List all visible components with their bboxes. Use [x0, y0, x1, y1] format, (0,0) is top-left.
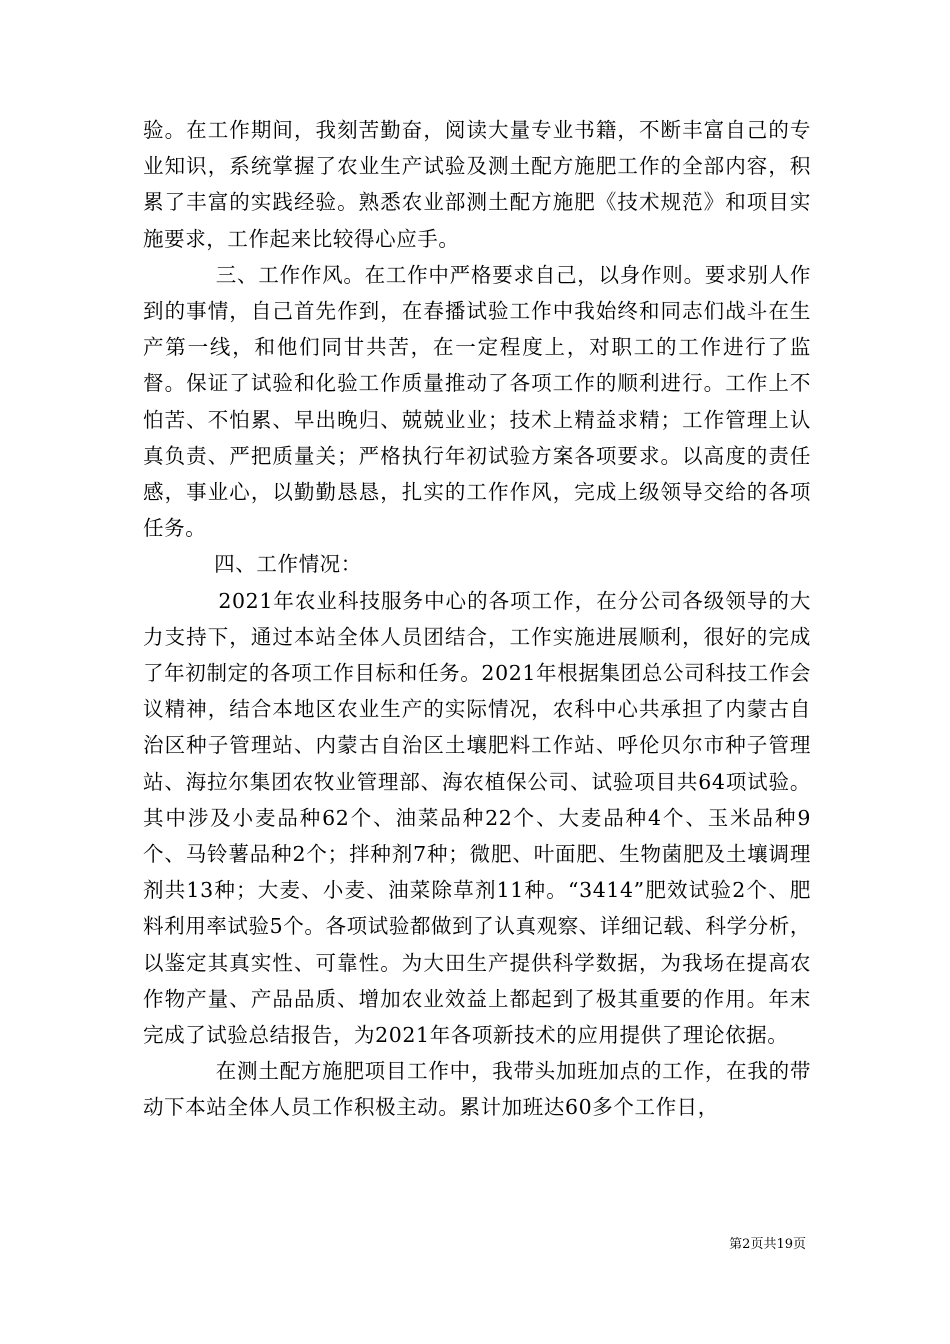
section-heading-work-situation: 四、工作情况： [143, 552, 362, 577]
paragraph-work-situation: 2021年农业科技服务中心的各项工作，在分公司各级领导的大力支持下，通过本站全体人员团结合，工作实施进展顺利，很好的完成了年初制定的各项工作目标和任务。2021年根据集团总公司科技工作会议精神，结合本地区农业生产的实际情况，农科中心共承担了内蒙古自治区种子管理站、内蒙古自治区土壤肥料工作站、呼伦贝尔市种子管理站、海拉尔集团农牧业管理部、海农植保公司、试验项目共64项试验。其中涉及小麦品种62个、油菜品种22个、大麦品种4个、玉米品种9个、马铃薯品种2个；拌种剂7种；微肥、叶面肥、生物菌肥及土壤调理剂共13种；大麦、小麦、油菜除草剂11种。“3414”肥效试验2个、肥料利用率试验5个。各项试验都做到了认真观察、详细记载、科学分析，以鉴定其真实性、可靠性。为大田生产提供科学数据，为我场在提高农作物产量、产品品质、增加农业效益上都起到了极其重要的作用。年末完成了试验总结报告，为2021年各项新技术的应用提供了理论依据。 [143, 588, 811, 1048]
paragraph-expertise-end: 验。在工作期间，我刻苦勤奋，阅读大量专业书籍，不断丰富自己的专业知识，系统掌握了农业生产试验及测土配方施肥工作的全部内容，积累了丰富的实践经验。熟悉农业部测土配方施肥《技术规范》和项目实施要求，工作起来比较得心应手。 [143, 118, 811, 251]
document-body [143, 112, 811, 1126]
paragraph-soil-testing: 在测土配方施肥项目工作中，我带头加班加点的工作，在我的带动下本站全体人员工作积极主动。累计加班达60多个工作日， [143, 1059, 811, 1120]
paragraph-work-style: 三、工作作风。在工作中严格要求自己，以身作则。要求别人作到的事情，自己首先作到，在春播试验工作中我始终和同志们战斗在生产第一线，和他们同甘共苦，在一定程度上，对职工的工作进行了监督。保证了试验和化验工作质量推动了各项工作的顺利进行。工作上不怕苦、不怕累、早出晚归、兢兢业业；技术上精益求精；工作管理上认真负责、严把质量关；严格执行年初试验方案各项要求。以高度的责任感，事业心，以勤勤恳恳，扎实的工作作风，完成上级领导交给的各项任务。 [143, 262, 811, 541]
page-number-footer: 第2页共19页 [729, 1237, 806, 1252]
